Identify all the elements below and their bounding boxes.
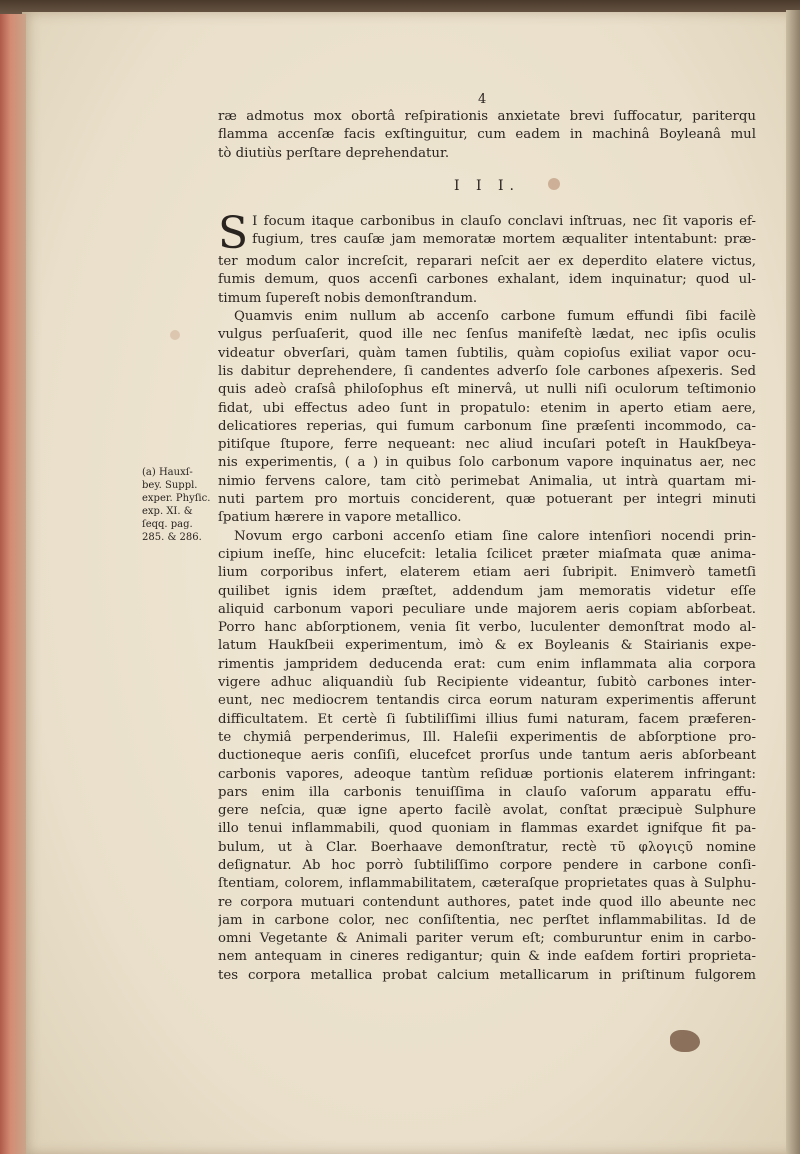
text-line: rimentis jampridem deducenda erat: cum enim inflammata alia corpora (218, 656, 756, 672)
text-line: nem antequam in cineres redigantur; quin & inde eaſdem fortiri proprieta- (218, 949, 756, 965)
text-line: nimio fervens calore, tam citò perimebat Animalia, ut intrà quartam mi- (218, 473, 756, 489)
text-line: Quamvis enim nullum ab accenſo carbone fumum effundi ſibi facilè (234, 309, 756, 325)
text-line: fidat, ubi effectus adeo ſunt in propatulo: etenim in aperto etiam aere, (218, 400, 756, 416)
text-line: ræ admotus mox obortâ reſpirationis anxietate brevi ſuffocatur, pariterqu (218, 109, 756, 124)
text-line: pars enim illa carbonis tenuiſſima in clauſo vaſorum apparatu effu- (218, 784, 756, 800)
text-line: illo tenui inflammabili, quod quoniam in flammas exardet ignifque fit pa- (218, 821, 756, 837)
text-line: Novum ergo carboni accenſo etiam ſine calore intenſiori nocendi prin- (234, 528, 756, 544)
footnote-line: ſeqq. pag. (142, 519, 193, 530)
text-line: eunt, nec mediocrem tentandis circa eorum naturam experimentis afferunt (218, 693, 756, 709)
text-line: I focum itaque carbonibus in clauſo conclavi inſtruas, nec ſit vaporis ef- (252, 214, 756, 230)
text-line: aliquid carbonum vapori peculiare unde majorem aeris copiam abſorbeat. (218, 601, 756, 617)
footnote-line: 285. & 286. (142, 532, 202, 543)
text-line: bulum, ut à Clar. Boerhaave demonſtratur, rectè τῦ φλογιςῦ nomine (218, 839, 756, 855)
drop-cap: S (218, 208, 249, 260)
text-line: te chymiâ perpenderimus, Ill. Haleſii experimentis de abſorptione pro- (218, 729, 756, 745)
intro-paragraph (218, 108, 756, 163)
text-line: vigere adhuc aliquandiù ſub Recipiente videantur, ſubitò carbones inter- (218, 675, 756, 691)
text-line: ſpatium hærere in vapore metallico. (218, 510, 462, 526)
text-line: nis experimentis, ( a ) in quibus ſolo carbonum vapore inquinatus aer, nec (218, 455, 756, 471)
section-heading: I I I. (454, 177, 520, 194)
text-line: carbonis vapores, adeoque tantùm reſiduæ portionis elaterem infringant: (218, 766, 756, 782)
text-line: deſignatur. Ab hoc porrò ſubtiliſſimo corpore pendere in carbone conſi- (218, 857, 756, 873)
text-line: quis adeò craſsâ philoſophus eſt minervâ, ut nulli niſi oculorum teſtimonio (218, 382, 756, 398)
footnote-line: bey. Suppl. (142, 480, 198, 491)
text-line: ſtentiam, colorem, inflammabilitatem, cæteraſque proprietates quas à Sulphu- (218, 876, 756, 892)
text-line: pitiſque ſtupore, ferre nequeant: nec aliud incuſari poteſt in Haukſbeya- (218, 437, 756, 453)
footnote-line: (a) Hauxſ- (142, 467, 193, 478)
paper-stain (170, 330, 180, 340)
text-line: difficultatem. Et certè ſi ſubtiliſſimi illius fumi naturam, facem præferen- (218, 711, 756, 727)
text-line: gere neſcia, quæ igne aperto facilè avolat, conſtat præcipuè Sulphure (218, 803, 756, 819)
page-number: 4 (478, 92, 487, 107)
text-line: cipium ineſſe, hinc elucefcit: letalia ſcilicet præter miaſmata quæ anima- (218, 546, 756, 562)
text-line: fugium, tres cauſæ jam memoratæ mortem æqualiter intentabunt: præ- (252, 232, 756, 248)
text-line: fumis demum, quos accenſi carbones exhalant, idem inquinatur; quod ul- (218, 272, 756, 288)
paragraph-3 (218, 528, 756, 985)
text-line: quilibet ignis idem præſtet, addendum jam memoratis videtur eſſe (218, 583, 756, 599)
text-line: vulgus perſuaſerit, quod ille nec ſenſus manifeſtè lædat, nec ipſis oculis (218, 327, 756, 343)
text-line: timum ſupereſt nobis demonſtrandum. (218, 290, 478, 306)
text-line: re corpora mutuari contendunt authores, patet inde quod illo abeunte nec (218, 894, 756, 910)
footnote-line: exper. Phyſic. (142, 493, 211, 504)
text-line: Porro hanc abſorptionem, venia ſit verbo, luculenter demonſtrat modo al- (218, 620, 756, 636)
text-line: delicatiores reperias, qui fumum carbonum ſine præſenti incommodo, ca- (218, 418, 756, 434)
margin-footnote (142, 466, 214, 544)
text-line: jam in carbone color, nec conſiſtentia, nec perſtet inflammabilitas. Id de (218, 912, 756, 928)
text-line: videatur obverſari, quàm tamen ſubtilis, quàm copioſus exiliat vapor ocu- (218, 345, 756, 361)
paper-damage (670, 1030, 700, 1052)
text-line: ductioneque aeris conſiſi, elucefcet prorſus unde tantum aeris abſorbeant (218, 748, 756, 764)
footnote-line: exp. XI. & (142, 506, 193, 517)
text-line: tes corpora metallica probat calcium metallicarum in priſtinum fulgorem (218, 967, 756, 983)
text-line: flamma accenſæ facis exſtinguitur, cum eadem in machinâ Boyleanâ mul (218, 127, 756, 143)
text-line: lium corporibus infert, elaterem etiam aeri ſubripit. Enimverò tametſi (218, 565, 756, 581)
page-edge-right (786, 10, 800, 1154)
text-line: tò diutiùs perſtare deprehendatur. (218, 145, 450, 161)
text-line: ter modum calor increſcit, reparari neſcit aer ex deperdito elatere victus, (218, 254, 756, 270)
text-line: latum Haukſbeii experimentum, imò & ex Boyleanis & Stairianis expe- (218, 638, 756, 654)
paragraph-1 (218, 208, 756, 308)
paragraph-2 (218, 308, 756, 528)
text-body (218, 108, 756, 985)
text-line: lis dabitur deprehendere, ſi candentes adverſo ſole carbones aſpexeris. Sed (218, 363, 756, 379)
book-cover-edge (0, 14, 26, 1154)
text-line: nuti partem pro mortuis conciderent, quæ potuerant per integri minuti (218, 492, 756, 508)
text-line: omni Vegetante & Animali pariter verum eſt; comburuntur enim in carbo- (218, 931, 756, 947)
